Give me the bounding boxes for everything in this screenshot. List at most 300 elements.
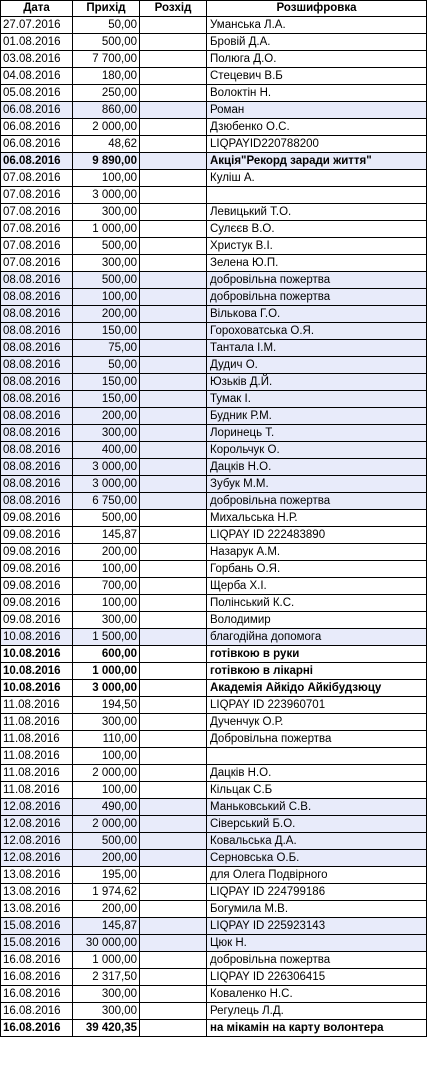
expense-cell <box>140 714 207 731</box>
date-cell: 08.08.2016 <box>1 442 73 459</box>
date-cell: 09.08.2016 <box>1 527 73 544</box>
expense-cell <box>140 391 207 408</box>
date-cell: 07.08.2016 <box>1 238 73 255</box>
table-row <box>1 442 427 459</box>
date-cell: 16.08.2016 <box>1 1020 73 1037</box>
table-row <box>1 357 427 374</box>
table-row <box>1 51 427 68</box>
income-cell: 39 420,35 <box>73 1020 140 1037</box>
table-row <box>1 731 427 748</box>
description-cell: Маньковський С.В. <box>207 799 427 816</box>
income-cell: 300,00 <box>73 1003 140 1020</box>
income-cell: 2 000,00 <box>73 765 140 782</box>
description-cell: Гороховатська О.Я. <box>207 323 427 340</box>
table-row <box>1 170 427 187</box>
description-cell: добровільна пожертва <box>207 493 427 510</box>
expense-cell <box>140 34 207 51</box>
income-cell: 2 000,00 <box>73 119 140 136</box>
table-row <box>1 323 427 340</box>
table-row <box>1 306 427 323</box>
table-row <box>1 663 427 680</box>
table-body <box>1 17 427 1037</box>
date-cell: 01.08.2016 <box>1 34 73 51</box>
date-cell: 10.08.2016 <box>1 646 73 663</box>
date-cell: 03.08.2016 <box>1 51 73 68</box>
expense-cell <box>140 374 207 391</box>
description-cell: LIQPAY ID 226306415 <box>207 969 427 986</box>
income-cell: 1 974,62 <box>73 884 140 901</box>
expense-cell <box>140 306 207 323</box>
expense-cell <box>140 255 207 272</box>
income-cell: 100,00 <box>73 595 140 612</box>
header-description: Розшифровка <box>207 1 427 17</box>
description-cell: Волоктін Н. <box>207 85 427 102</box>
table-row <box>1 272 427 289</box>
table-row <box>1 799 427 816</box>
description-cell: благодійна допомога <box>207 629 427 646</box>
expense-cell <box>140 816 207 833</box>
description-cell: Стецевич В.Б <box>207 68 427 85</box>
description-cell: Коваленко Н.С. <box>207 986 427 1003</box>
table-row <box>1 629 427 646</box>
income-cell: 1 000,00 <box>73 952 140 969</box>
expense-cell <box>140 136 207 153</box>
table-row <box>1 816 427 833</box>
expense-cell <box>140 578 207 595</box>
description-cell: на мікамін на карту волонтера <box>207 1020 427 1037</box>
description-cell: Богумила М.В. <box>207 901 427 918</box>
expense-cell <box>140 442 207 459</box>
income-cell: 2 000,00 <box>73 816 140 833</box>
expense-cell <box>140 527 207 544</box>
expense-cell <box>140 544 207 561</box>
date-cell: 16.08.2016 <box>1 969 73 986</box>
table-row <box>1 646 427 663</box>
expense-cell <box>140 748 207 765</box>
description-cell: Дудич О. <box>207 357 427 374</box>
description-cell: LIQPAY ID 225923143 <box>207 918 427 935</box>
table-row <box>1 476 427 493</box>
income-cell: 3 000,00 <box>73 459 140 476</box>
income-cell: 300,00 <box>73 204 140 221</box>
income-cell: 100,00 <box>73 561 140 578</box>
date-cell: 12.08.2016 <box>1 850 73 867</box>
date-cell: 13.08.2016 <box>1 884 73 901</box>
income-cell: 300,00 <box>73 714 140 731</box>
table-row <box>1 391 427 408</box>
date-cell: 08.08.2016 <box>1 374 73 391</box>
expense-cell <box>140 901 207 918</box>
date-cell: 07.08.2016 <box>1 221 73 238</box>
income-cell: 6 750,00 <box>73 493 140 510</box>
header-income: Прихід <box>73 1 140 17</box>
income-cell: 145,87 <box>73 918 140 935</box>
table-row <box>1 561 427 578</box>
expense-cell <box>140 459 207 476</box>
date-cell: 08.08.2016 <box>1 357 73 374</box>
income-cell: 50,00 <box>73 357 140 374</box>
table-row <box>1 374 427 391</box>
table-row <box>1 340 427 357</box>
income-cell: 400,00 <box>73 442 140 459</box>
description-cell: Регулець Л.Д. <box>207 1003 427 1020</box>
date-cell: 16.08.2016 <box>1 952 73 969</box>
table-row <box>1 510 427 527</box>
income-cell: 150,00 <box>73 374 140 391</box>
date-cell: 10.08.2016 <box>1 629 73 646</box>
date-cell: 08.08.2016 <box>1 459 73 476</box>
description-cell: Христук В.І. <box>207 238 427 255</box>
date-cell: 13.08.2016 <box>1 867 73 884</box>
table-row <box>1 867 427 884</box>
expense-cell <box>140 170 207 187</box>
description-cell: Академія Айкідо Айкібудзюцу <box>207 680 427 697</box>
description-cell: Дацків Н.О. <box>207 765 427 782</box>
income-cell: 194,50 <box>73 697 140 714</box>
table-row <box>1 408 427 425</box>
table-row <box>1 612 427 629</box>
income-cell: 300,00 <box>73 255 140 272</box>
date-cell: 06.08.2016 <box>1 102 73 119</box>
table-row <box>1 1003 427 1020</box>
table-row <box>1 680 427 697</box>
description-cell: Роман <box>207 102 427 119</box>
table-row <box>1 765 427 782</box>
date-cell: 06.08.2016 <box>1 119 73 136</box>
income-cell: 300,00 <box>73 986 140 1003</box>
table-row <box>1 289 427 306</box>
income-cell: 200,00 <box>73 306 140 323</box>
income-cell: 3 000,00 <box>73 680 140 697</box>
header-expense: Розхід <box>140 1 207 17</box>
table-row <box>1 119 427 136</box>
description-cell <box>207 748 427 765</box>
date-cell: 12.08.2016 <box>1 833 73 850</box>
description-cell: LIQPAY ID 223960701 <box>207 697 427 714</box>
expense-cell <box>140 493 207 510</box>
table-row <box>1 459 427 476</box>
description-cell: Дученчук О.Р. <box>207 714 427 731</box>
income-cell: 490,00 <box>73 799 140 816</box>
expense-cell <box>140 612 207 629</box>
table-row <box>1 578 427 595</box>
income-cell: 100,00 <box>73 748 140 765</box>
expense-cell <box>140 918 207 935</box>
date-cell: 08.08.2016 <box>1 476 73 493</box>
description-cell: Сіверський Б.О. <box>207 816 427 833</box>
description-cell: Корольчук О. <box>207 442 427 459</box>
expense-cell <box>140 765 207 782</box>
income-cell: 600,00 <box>73 646 140 663</box>
table-row <box>1 901 427 918</box>
expense-cell <box>140 340 207 357</box>
description-cell: Добровільна пожертва <box>207 731 427 748</box>
expense-cell <box>140 629 207 646</box>
table-row <box>1 493 427 510</box>
expense-cell <box>140 850 207 867</box>
expense-cell <box>140 221 207 238</box>
date-cell: 12.08.2016 <box>1 816 73 833</box>
expense-cell <box>140 510 207 527</box>
date-cell: 12.08.2016 <box>1 799 73 816</box>
income-cell: 200,00 <box>73 408 140 425</box>
description-cell: Володимир <box>207 612 427 629</box>
income-cell: 500,00 <box>73 510 140 527</box>
expense-cell <box>140 272 207 289</box>
income-cell: 145,87 <box>73 527 140 544</box>
expense-cell <box>140 17 207 34</box>
description-cell: Ковальська Д.А. <box>207 833 427 850</box>
table-row <box>1 969 427 986</box>
date-cell: 09.08.2016 <box>1 595 73 612</box>
date-cell: 08.08.2016 <box>1 425 73 442</box>
description-cell: Зубук М.М. <box>207 476 427 493</box>
table-row <box>1 714 427 731</box>
table-row <box>1 782 427 799</box>
date-cell: 08.08.2016 <box>1 289 73 306</box>
table-row <box>1 238 427 255</box>
date-cell: 11.08.2016 <box>1 765 73 782</box>
expense-cell <box>140 867 207 884</box>
description-cell: готівкою в руки <box>207 646 427 663</box>
date-cell: 16.08.2016 <box>1 1003 73 1020</box>
date-cell: 11.08.2016 <box>1 731 73 748</box>
table-row <box>1 102 427 119</box>
expense-cell <box>140 153 207 170</box>
description-cell: Левицький Т.О. <box>207 204 427 221</box>
expense-cell <box>140 935 207 952</box>
description-cell: добровільна пожертва <box>207 272 427 289</box>
date-cell: 06.08.2016 <box>1 136 73 153</box>
table-row <box>1 595 427 612</box>
income-cell: 50,00 <box>73 17 140 34</box>
income-cell: 75,00 <box>73 340 140 357</box>
expense-cell <box>140 68 207 85</box>
expense-cell <box>140 952 207 969</box>
description-cell: Юзьків Д.Й. <box>207 374 427 391</box>
date-cell: 11.08.2016 <box>1 748 73 765</box>
date-cell: 08.08.2016 <box>1 391 73 408</box>
expense-cell <box>140 782 207 799</box>
date-cell: 06.08.2016 <box>1 153 73 170</box>
date-cell: 10.08.2016 <box>1 663 73 680</box>
date-cell: 09.08.2016 <box>1 544 73 561</box>
income-cell: 300,00 <box>73 425 140 442</box>
date-cell: 09.08.2016 <box>1 612 73 629</box>
income-cell: 500,00 <box>73 34 140 51</box>
date-cell: 07.08.2016 <box>1 204 73 221</box>
description-cell: Уманська Л.А. <box>207 17 427 34</box>
expense-cell <box>140 323 207 340</box>
date-cell: 27.07.2016 <box>1 17 73 34</box>
description-cell: Вількова Г.О. <box>207 306 427 323</box>
income-cell: 2 317,50 <box>73 969 140 986</box>
expense-cell <box>140 51 207 68</box>
date-cell: 09.08.2016 <box>1 510 73 527</box>
income-cell: 1 000,00 <box>73 663 140 680</box>
table-row <box>1 918 427 935</box>
date-cell: 08.08.2016 <box>1 306 73 323</box>
income-cell: 200,00 <box>73 850 140 867</box>
date-cell: 10.08.2016 <box>1 680 73 697</box>
income-cell: 200,00 <box>73 901 140 918</box>
date-cell: 09.08.2016 <box>1 578 73 595</box>
table-row <box>1 833 427 850</box>
income-cell: 7 700,00 <box>73 51 140 68</box>
expense-cell <box>140 102 207 119</box>
date-cell: 07.08.2016 <box>1 255 73 272</box>
table-row <box>1 85 427 102</box>
table-row <box>1 136 427 153</box>
income-cell: 110,00 <box>73 731 140 748</box>
table-row <box>1 221 427 238</box>
description-cell: Щерба Х.І. <box>207 578 427 595</box>
date-cell: 04.08.2016 <box>1 68 73 85</box>
income-cell: 860,00 <box>73 102 140 119</box>
expense-cell <box>140 476 207 493</box>
description-cell: Кільцак С.Б <box>207 782 427 799</box>
table-row <box>1 204 427 221</box>
expense-cell <box>140 833 207 850</box>
date-cell: 08.08.2016 <box>1 408 73 425</box>
income-cell: 700,00 <box>73 578 140 595</box>
description-cell: Акція"Рекорд заради життя" <box>207 153 427 170</box>
header-row <box>1 1 427 17</box>
table-row <box>1 884 427 901</box>
description-cell: Будник Р.М. <box>207 408 427 425</box>
table-row <box>1 17 427 34</box>
expense-cell <box>140 731 207 748</box>
table-row <box>1 68 427 85</box>
table-row <box>1 748 427 765</box>
expense-cell <box>140 561 207 578</box>
description-cell: Серновська О.Б. <box>207 850 427 867</box>
description-cell: готівкою в лікарні <box>207 663 427 680</box>
expense-cell <box>140 986 207 1003</box>
income-cell: 250,00 <box>73 85 140 102</box>
description-cell: LIQPAYID220788200 <box>207 136 427 153</box>
income-cell: 180,00 <box>73 68 140 85</box>
table-row <box>1 850 427 867</box>
income-cell: 1 500,00 <box>73 629 140 646</box>
expense-cell <box>140 680 207 697</box>
description-cell: добровільна пожертва <box>207 289 427 306</box>
description-cell <box>207 187 427 204</box>
table-row <box>1 527 427 544</box>
table-row <box>1 697 427 714</box>
table-row <box>1 952 427 969</box>
expense-cell <box>140 646 207 663</box>
income-cell: 1 000,00 <box>73 221 140 238</box>
income-cell: 500,00 <box>73 833 140 850</box>
date-cell: 11.08.2016 <box>1 697 73 714</box>
header-date: Дата <box>1 1 73 17</box>
description-cell: Тантала І.М. <box>207 340 427 357</box>
table-row <box>1 1020 427 1037</box>
income-cell: 150,00 <box>73 323 140 340</box>
expense-cell <box>140 595 207 612</box>
table-row <box>1 255 427 272</box>
table-row <box>1 425 427 442</box>
description-cell: Михальська Н.Р. <box>207 510 427 527</box>
expense-cell <box>140 884 207 901</box>
date-cell: 09.08.2016 <box>1 561 73 578</box>
income-cell: 150,00 <box>73 391 140 408</box>
description-cell: Цюк Н. <box>207 935 427 952</box>
table-row <box>1 153 427 170</box>
date-cell: 05.08.2016 <box>1 85 73 102</box>
income-cell: 100,00 <box>73 782 140 799</box>
expense-cell <box>140 408 207 425</box>
description-cell: Бровій Д.А. <box>207 34 427 51</box>
date-cell: 08.08.2016 <box>1 323 73 340</box>
date-cell: 15.08.2016 <box>1 918 73 935</box>
expense-cell <box>140 799 207 816</box>
income-cell: 195,00 <box>73 867 140 884</box>
expense-cell <box>140 238 207 255</box>
description-cell: Сулєєв В.О. <box>207 221 427 238</box>
date-cell: 08.08.2016 <box>1 272 73 289</box>
expense-cell <box>140 969 207 986</box>
description-cell: Куліш А. <box>207 170 427 187</box>
description-cell: Полінський К.С. <box>207 595 427 612</box>
description-cell: Дзюбенко О.С. <box>207 119 427 136</box>
description-cell: Дацків Н.О. <box>207 459 427 476</box>
description-cell: для Олега Подвірного <box>207 867 427 884</box>
income-cell: 3 000,00 <box>73 476 140 493</box>
expense-cell <box>140 425 207 442</box>
date-cell: 08.08.2016 <box>1 493 73 510</box>
income-cell: 200,00 <box>73 544 140 561</box>
description-cell: Назарук А.М. <box>207 544 427 561</box>
expense-cell <box>140 119 207 136</box>
date-cell: 07.08.2016 <box>1 187 73 204</box>
income-cell: 300,00 <box>73 612 140 629</box>
date-cell: 13.08.2016 <box>1 901 73 918</box>
date-cell: 07.08.2016 <box>1 170 73 187</box>
expense-cell <box>140 289 207 306</box>
income-cell: 48,62 <box>73 136 140 153</box>
description-cell: LIQPAY ID 224799186 <box>207 884 427 901</box>
date-cell: 11.08.2016 <box>1 714 73 731</box>
description-cell: Зелена Ю.П. <box>207 255 427 272</box>
table-row <box>1 544 427 561</box>
date-cell: 11.08.2016 <box>1 782 73 799</box>
description-cell: Горбань О.Я. <box>207 561 427 578</box>
table-row <box>1 34 427 51</box>
expense-cell <box>140 663 207 680</box>
date-cell: 16.08.2016 <box>1 986 73 1003</box>
description-cell: Тумак І. <box>207 391 427 408</box>
expense-cell <box>140 697 207 714</box>
expense-cell <box>140 1020 207 1037</box>
expense-cell <box>140 85 207 102</box>
income-cell: 100,00 <box>73 289 140 306</box>
income-cell: 9 890,00 <box>73 153 140 170</box>
table-row <box>1 986 427 1003</box>
expense-cell <box>140 1003 207 1020</box>
description-cell: LIQPAY ID 222483890 <box>207 527 427 544</box>
description-cell: Лоринець Т. <box>207 425 427 442</box>
date-cell: 15.08.2016 <box>1 935 73 952</box>
income-cell: 30 000,00 <box>73 935 140 952</box>
income-cell: 100,00 <box>73 170 140 187</box>
table-row <box>1 935 427 952</box>
income-cell: 500,00 <box>73 272 140 289</box>
income-cell: 3 000,00 <box>73 187 140 204</box>
date-cell: 08.08.2016 <box>1 340 73 357</box>
expense-cell <box>140 204 207 221</box>
